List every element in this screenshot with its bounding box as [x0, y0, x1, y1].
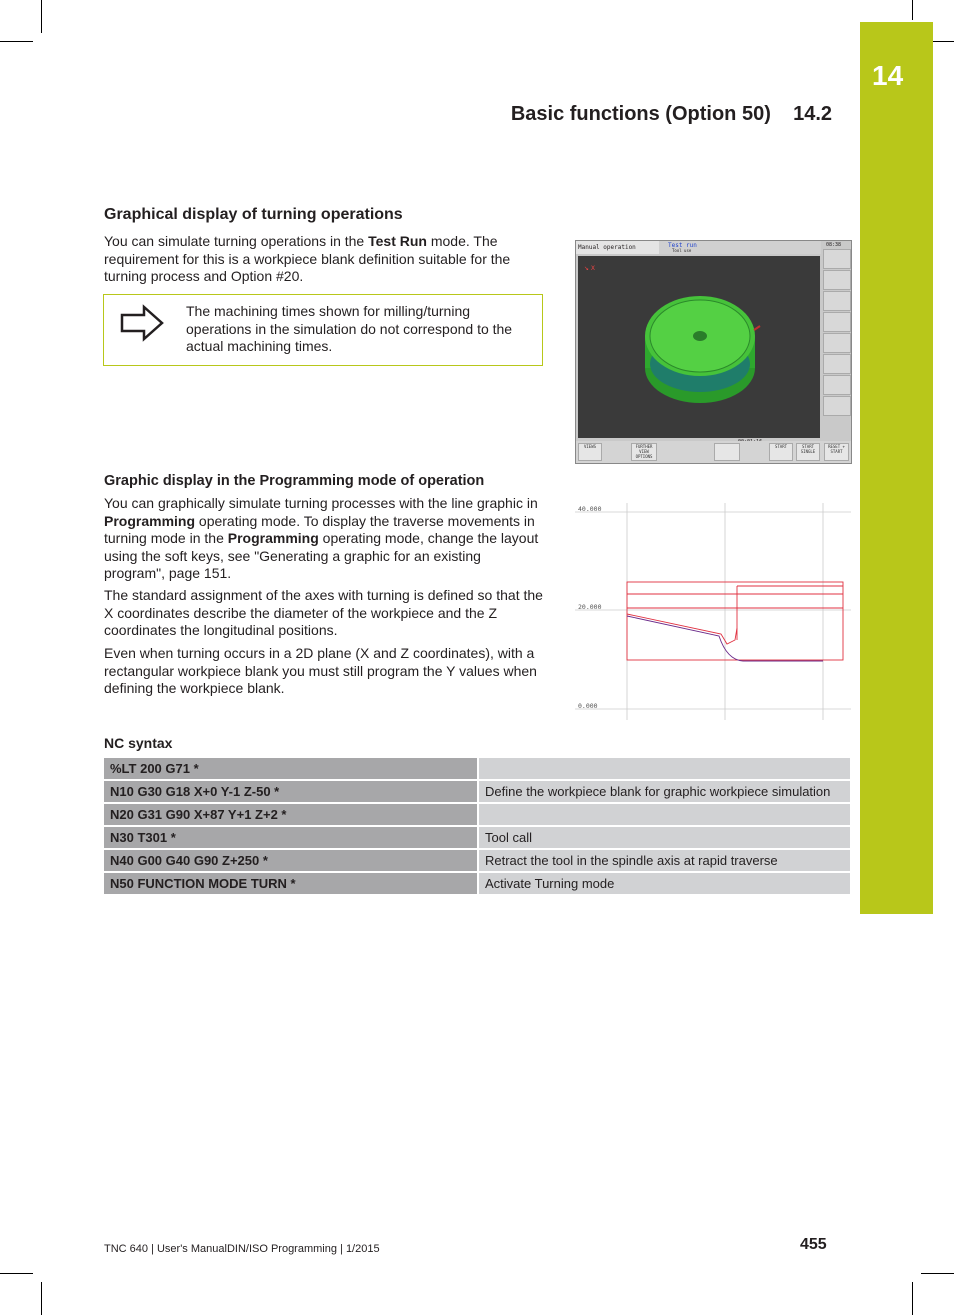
table-row: N20 G31 G90 X+87 Y+1 Z+2 *: [104, 803, 850, 826]
mode-right: Test run: [668, 242, 697, 249]
note-box: [103, 294, 543, 366]
simulation-view: [578, 256, 820, 438]
page-number: 455: [800, 1236, 827, 1253]
softkey-further-view-options[interactable]: FURTHER VIEW OPTIONS: [631, 443, 657, 461]
softkey[interactable]: [823, 291, 851, 311]
table-row: N10 G30 G18 X+0 Y-1 Z-50 * Define the workpiece blank for graphic workpiece simulation: [104, 780, 850, 803]
section-title: Graphical display of turning operations: [104, 206, 403, 223]
crop-mark: [0, 1273, 33, 1274]
softkey-start[interactable]: START: [769, 443, 793, 461]
table-row: N30 T301 * Tool call: [104, 826, 850, 849]
paragraph-2: The standard assignment of the axes with turning is defined so that the X coordinates describe the diameter of the workpiece and the Z coordinates the longitudinal positions.: [104, 587, 543, 638]
softkey[interactable]: [823, 354, 851, 374]
softkey-reset-start[interactable]: RESET + START: [824, 443, 849, 461]
crop-mark: [0, 41, 33, 42]
chapter-tab: [860, 22, 933, 914]
softkey[interactable]: [823, 333, 851, 353]
paragraph-1: You can graphically simulate turning processes with the line graphic in Programming operating mode. To display the traverse movements in turning mode in the Programming operating mode, change the layout using the soft keys, see "Generating a graphic for an existing program", page 151.: [104, 495, 539, 581]
softkey[interactable]: [823, 396, 851, 416]
softkey[interactable]: [823, 270, 851, 290]
softkey[interactable]: [823, 375, 851, 395]
clock: 08:38: [826, 242, 842, 248]
crop-mark: [921, 1273, 954, 1274]
graph-label-40: 40.000: [578, 505, 602, 513]
screen-topbar: [576, 241, 821, 254]
line-graphic: [575, 498, 851, 723]
mode-left: Manual operation: [578, 244, 636, 251]
crop-mark: [912, 0, 913, 20]
nc-syntax-title: NC syntax: [104, 735, 173, 751]
page-header-title: Basic functions (Option 50) 14.2: [510, 103, 832, 125]
table-row: N40 G00 G40 G90 Z+250 * Retract the tool in the spindle axis at rapid traverse: [104, 849, 850, 872]
tnc-screenshot: [575, 240, 852, 464]
softkey-views[interactable]: VIEWS: [578, 443, 602, 461]
arrow-right-icon: [120, 303, 164, 348]
bottom-softkey-bar: [576, 441, 851, 463]
subsection-title: Graphic display in the Programming mode of operation: [104, 473, 485, 489]
crop-mark: [912, 1282, 913, 1315]
note-text: The machining times shown for milling/turning operations in the simulation do not correspond to the actual machining times.: [186, 303, 513, 354]
chapter-number: 14: [872, 60, 904, 91]
softkey-start-single[interactable]: START SINGLE: [796, 443, 820, 461]
vertical-softkeys: [823, 249, 851, 439]
table-row: N50 FUNCTION MODE TURN * Activate Turning mode: [104, 872, 850, 895]
graph-label-0: 0.000: [578, 702, 598, 710]
nc-syntax-table: [104, 758, 850, 896]
crop-mark: [41, 1282, 42, 1315]
paragraph-3: Even when turning occurs in a 2D plane (X and Z coordinates), with a rectangular workpiece blank you must still program the Y values when defining the workpiece blank.: [104, 645, 537, 696]
graph-label-20: 20.000: [578, 603, 602, 611]
intro-paragraph: You can simulate turning operations in the Test Run mode. The requirement for this is a workpiece blank definition suitable for the turning process and Option #20.: [104, 233, 511, 284]
footer-text: TNC 640 | User's ManualDIN/ISO Programming | 1/2015: [104, 1243, 380, 1255]
crop-mark: [41, 0, 42, 33]
softkey[interactable]: [823, 249, 851, 269]
softkey[interactable]: [823, 312, 851, 332]
svg-text:↘ X: ↘ X: [584, 265, 596, 272]
table-row: %LT 200 G71 *: [104, 758, 850, 780]
mode-sub: Tool use: [672, 248, 692, 253]
softkey-dial[interactable]: [714, 443, 740, 461]
